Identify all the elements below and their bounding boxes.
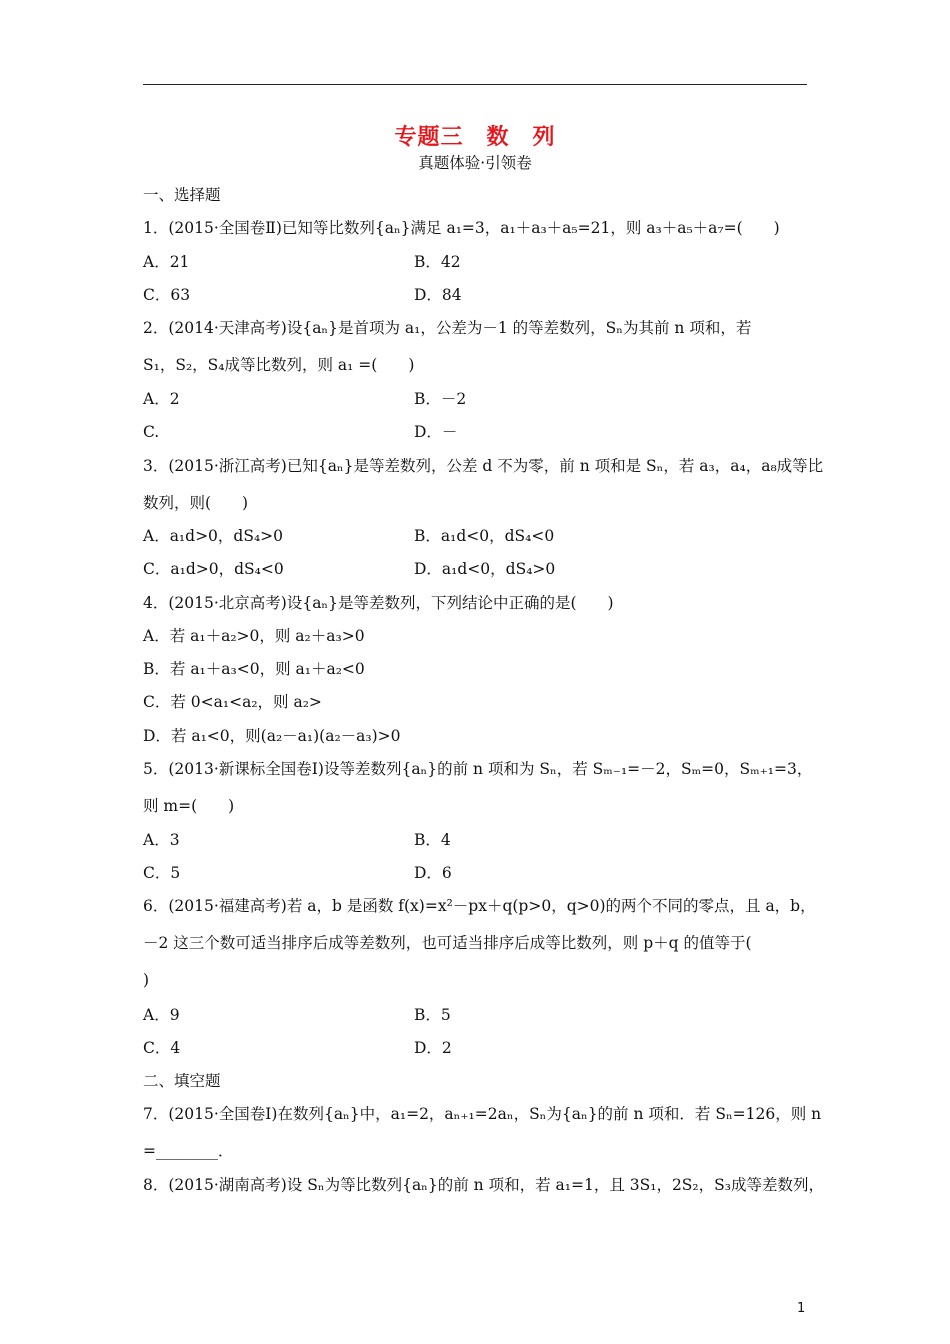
q1-option-b: B．42: [414, 253, 461, 271]
q6-option-b: B．5: [414, 1006, 451, 1024]
q3-option-a: A．a₁d>0，dS₄>0: [143, 527, 284, 545]
q5-stem-line1: 5．(2013·新课标全国卷Ⅰ)设等差数列{aₙ}的前 n 项和为 Sₙ，若 Sₘ₋₁=－2，Sₘ=0，Sₘ₊₁=3，: [143, 760, 813, 778]
q6-stem-line3: ): [143, 971, 150, 989]
q7-stem-line2: =________．: [143, 1142, 234, 1160]
q1-option-c: C．63: [143, 286, 191, 304]
q3-option-b: B．a₁d<0，dS₄<0: [414, 527, 555, 545]
q3-option-c: C．a₁d>0，dS₄<0: [143, 560, 284, 578]
q4-option-d: D．若 a₁<0，则(a₂－a₁)(a₂－a₃)>0: [143, 727, 401, 745]
q5-option-b: B．4: [414, 831, 451, 849]
q2-option-d: D．－: [414, 423, 458, 441]
q4-option-a: A．若 a₁＋a₂>0，则 a₂＋a₃>0: [143, 627, 365, 645]
section-fill: 二、填空题: [143, 1072, 221, 1090]
section-choice: 一、选择题: [143, 186, 221, 204]
q1-option-d: D．84: [414, 286, 462, 304]
q1-stem: 1．(2015·全国卷Ⅱ)已知等比数列{aₙ}满足 a₁=3，a₁＋a₃＋a₅=21，则 a₃＋a₅＋a₇=( ): [143, 219, 780, 237]
q2-stem-line2: S₁，S₂，S₄成等比数列，则 a₁ =( ): [143, 356, 415, 374]
q2-option-a: A．2: [143, 390, 180, 408]
q8-stem-line1: 8．(2015·湖南高考)设 Sₙ为等比数列{aₙ}的前 n 项和，若 a₁=1，且 3S₁，2S₂，S₃成等差数列，: [143, 1176, 824, 1194]
q6-option-a: A．9: [143, 1006, 180, 1024]
q3-option-d: D．a₁d<0，dS₄>0: [414, 560, 556, 578]
q4-option-b: B．若 a₁＋a₃<0，则 a₁＋a₂<0: [143, 660, 365, 678]
q3-stem-line2: 数列，则( ): [143, 494, 249, 512]
q4-stem: 4．(2015·北京高考)设{aₙ}是等差数列，下列结论中正确的是( ): [143, 594, 614, 612]
q5-option-a: A．3: [143, 831, 180, 849]
q1-option-a: A．21: [143, 253, 190, 271]
q3-stem-line1: 3．(2015·浙江高考)已知{aₙ}是等差数列，公差 d 不为零，前 n 项和是 Sₙ，若 a₃，a₄，a₈成等比: [143, 457, 824, 475]
q5-option-d: D．6: [414, 864, 452, 882]
q4-option-c: C．若 0<a₁<a₂，则 a₂>: [143, 693, 322, 711]
q5-stem-line2: 则 m=( ): [143, 797, 235, 815]
header-rule: [143, 84, 807, 85]
q5-option-c: C．5: [143, 864, 181, 882]
q7-stem-line1: 7．(2015·全国卷Ⅰ)在数列{aₙ}中，a₁=2，aₙ₊₁=2aₙ，Sₙ为{aₙ}的前 n 项和．若 Sₙ=126，则 n: [143, 1105, 822, 1123]
q2-option-b: B．－2: [414, 390, 467, 408]
q2-option-c: C.: [143, 423, 160, 441]
q6-option-d: D．2: [414, 1039, 452, 1057]
page-number: 1: [797, 1301, 806, 1316]
page-title: 专题三 数 列: [394, 124, 556, 150]
q6-option-c: C．4: [143, 1039, 181, 1057]
q2-stem-line1: 2．(2014·天津高考)设{aₙ}是首项为 a₁，公差为－1 的等差数列，Sₙ为其前 n 项和，若: [143, 319, 752, 337]
page-subtitle: 真题体验·引领卷: [418, 154, 532, 172]
q6-stem-line2: －2 这三个数可适当排序后成等差数列，也可适当排序后成等比数列，则 p＋q 的值等于(: [143, 934, 752, 952]
q6-stem-line1: 6．(2015·福建高考)若 a，b 是函数 f(x)=x²－px＋q(p>0，q>0)的两个不同的零点，且 a，b，: [143, 897, 816, 915]
